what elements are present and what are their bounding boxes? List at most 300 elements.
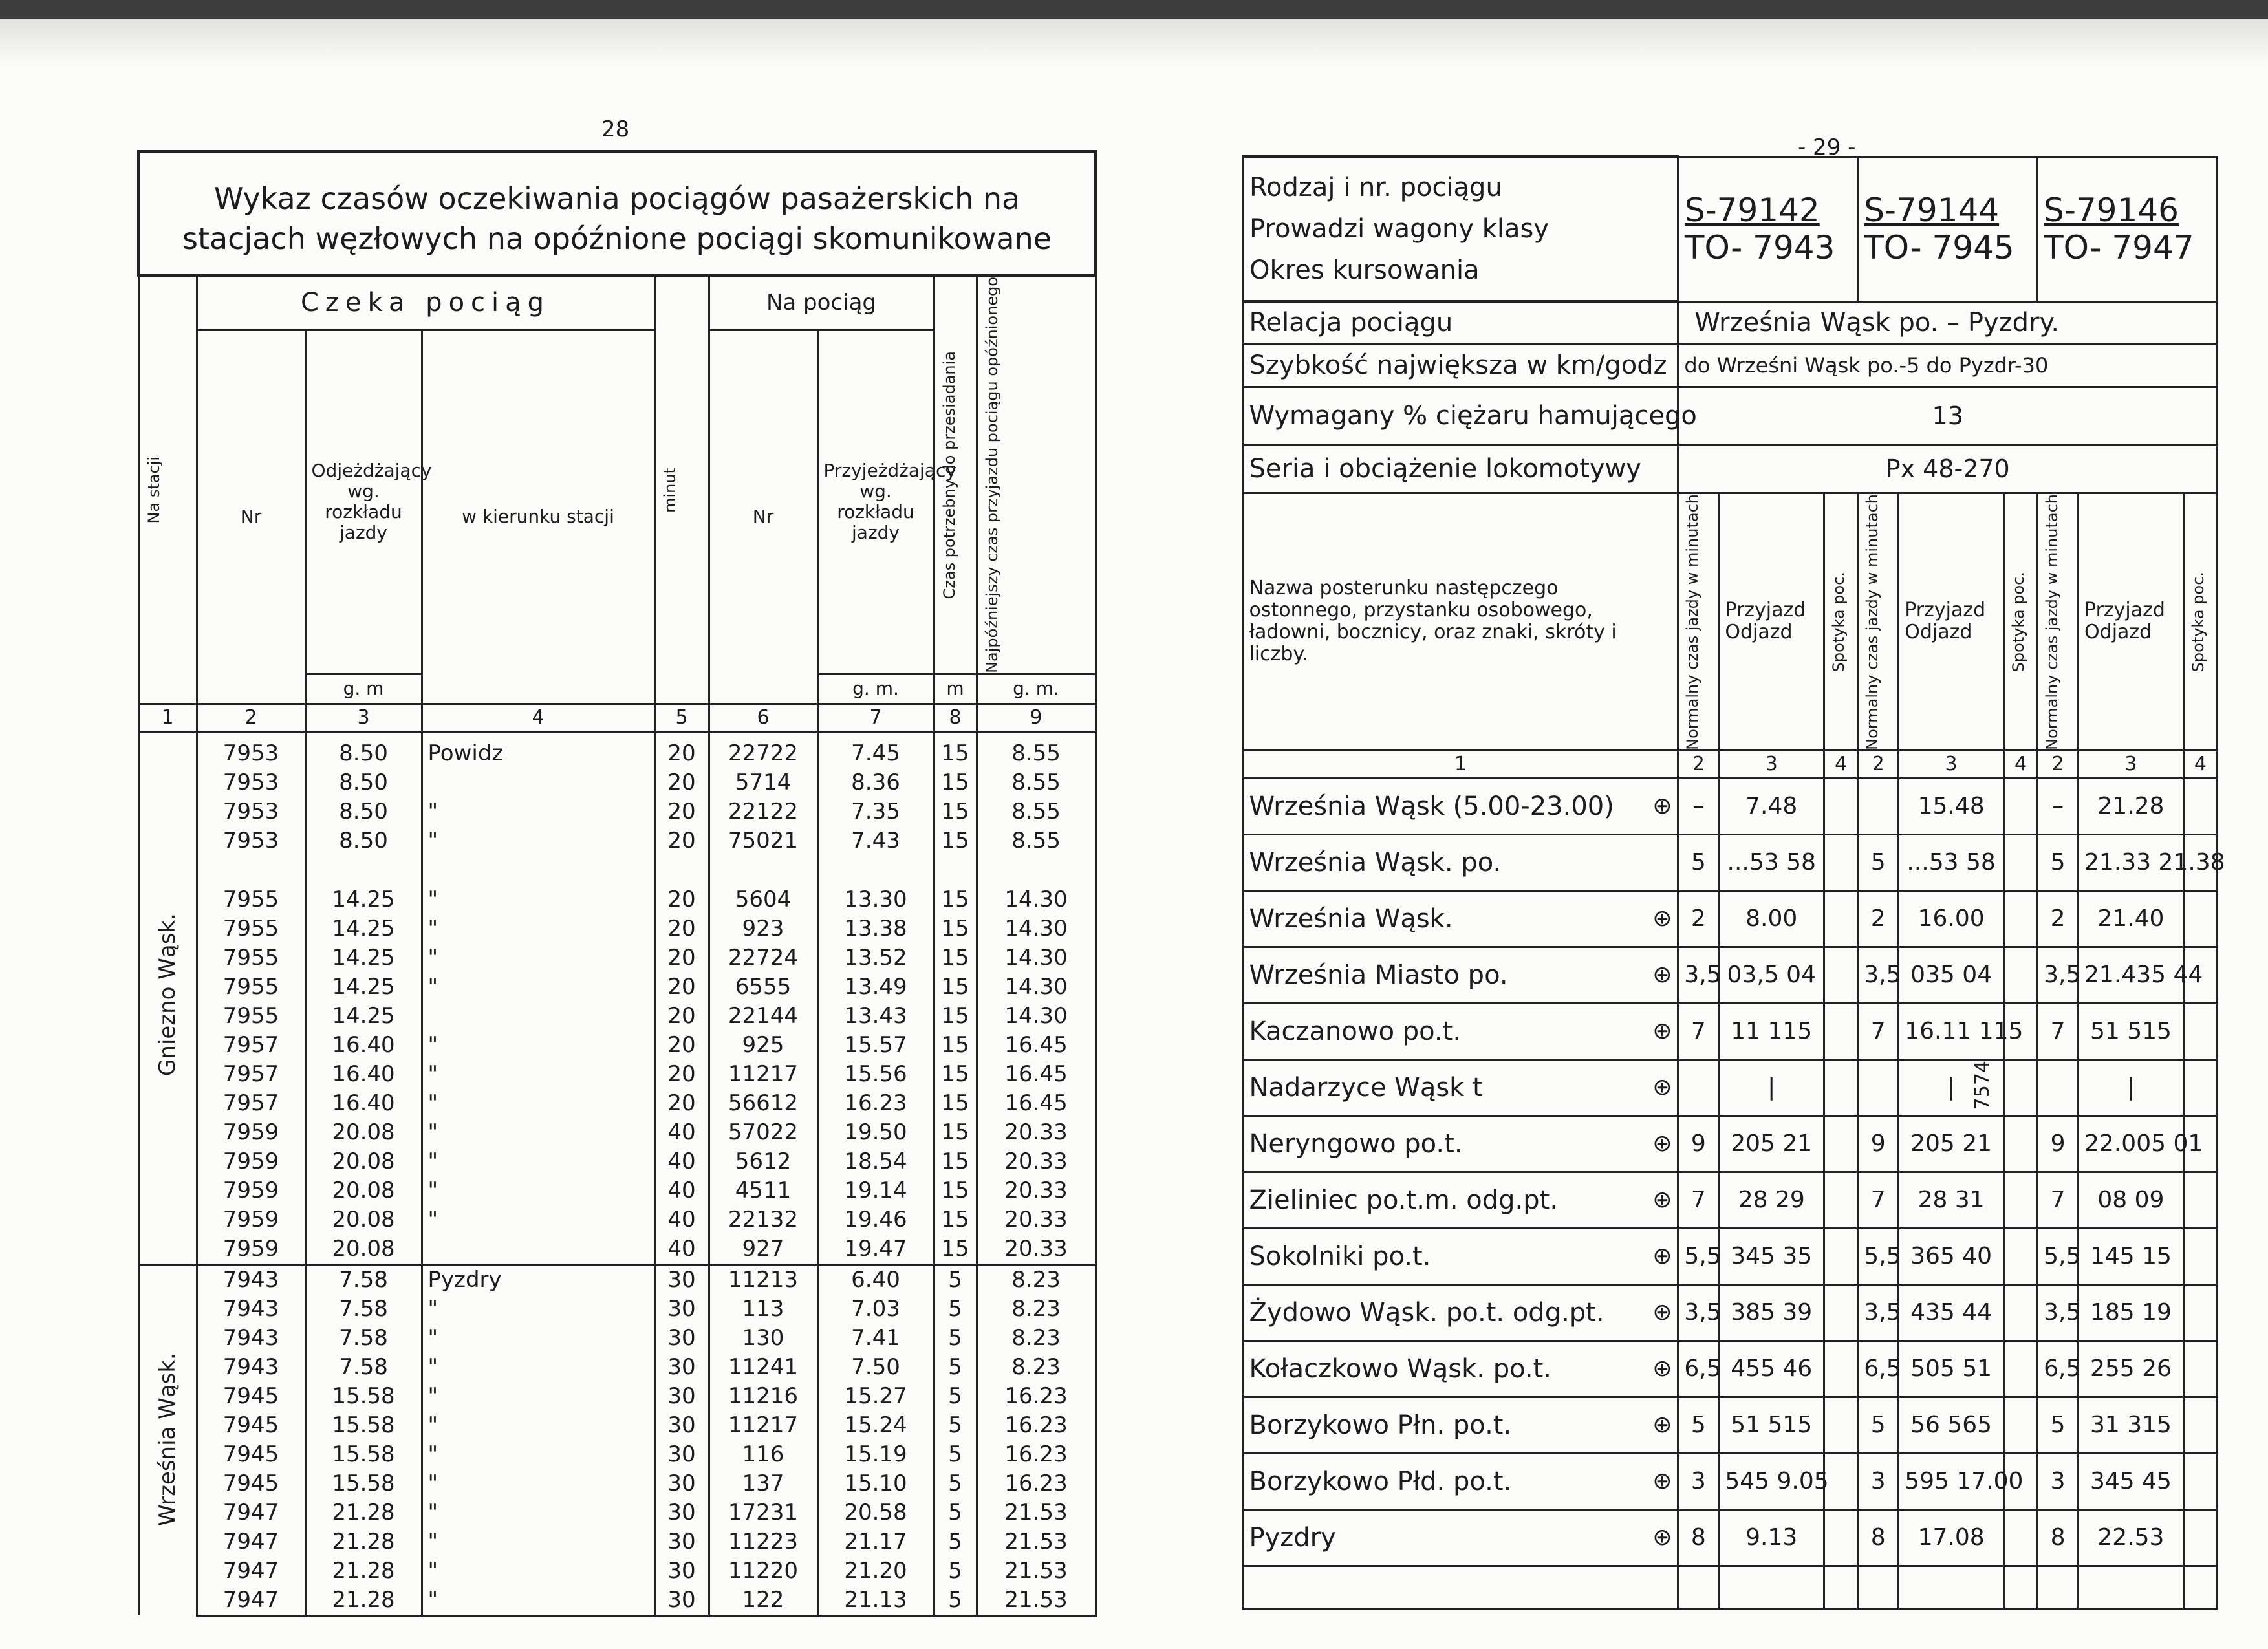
table-cell: 7957 bbox=[197, 1031, 305, 1060]
table-row bbox=[138, 826, 1096, 856]
station-name bbox=[1243, 1229, 1678, 1285]
table-cell: 7943 bbox=[197, 1324, 305, 1353]
table-row bbox=[138, 1557, 1096, 1586]
timetable-cell: 5 bbox=[2038, 835, 2079, 891]
table-cell: " bbox=[422, 1382, 654, 1411]
timetable-cell: 6,5 bbox=[1678, 1341, 1719, 1397]
timetable-cell: 3,5 bbox=[1678, 1285, 1719, 1341]
table-cell: 18.54 bbox=[817, 1147, 934, 1176]
table-cell: 5 bbox=[934, 1557, 977, 1586]
table-cell: " bbox=[422, 1469, 654, 1498]
table-cell: 15.58 bbox=[305, 1382, 422, 1411]
timetable-cell: 7 bbox=[2038, 1172, 2079, 1229]
table-cell: 30 bbox=[654, 1557, 709, 1586]
timetable-cell: 21.33 21.38 bbox=[2079, 835, 2184, 891]
timetable-cell bbox=[1858, 779, 1899, 835]
train-labels: Rodzaj i nr. pociągu Prowadzi wagony klasy Okres kursowania bbox=[1243, 156, 1678, 301]
table-cell: 21.28 bbox=[305, 1498, 422, 1527]
table-cell: 15 bbox=[934, 973, 977, 1002]
timetable-cell: 16.11 115 bbox=[1899, 1004, 2004, 1060]
table-cell: 5 bbox=[934, 1382, 977, 1411]
station-group: Gniezno Wąsk. bbox=[138, 731, 197, 1264]
table-cell: 21.20 bbox=[817, 1557, 934, 1586]
table-cell: 5 bbox=[934, 1586, 977, 1616]
table-cell: " bbox=[422, 1176, 654, 1205]
header-arriving: Przyjeżdżający wg. rozkładu jazdy bbox=[817, 330, 934, 674]
timetable-cell bbox=[1824, 1397, 1858, 1454]
station-label: Nadarzyce Wąsk t bbox=[1249, 1073, 1483, 1103]
table-cell: 7945 bbox=[197, 1469, 305, 1498]
timetable-cell bbox=[1824, 891, 1858, 947]
timetable-cell: | bbox=[1719, 1060, 1824, 1116]
table-cell: 15.57 bbox=[817, 1031, 934, 1060]
timetable-cell: 455 46 bbox=[1719, 1341, 1824, 1397]
timetable-cell: 035 04 bbox=[1899, 947, 2004, 1004]
timetable-cell: 3 bbox=[1858, 1454, 1899, 1510]
table-cell: 8.55 bbox=[977, 797, 1096, 826]
table-cell: 7.45 bbox=[817, 731, 934, 768]
table-cell: 14.30 bbox=[977, 1002, 1096, 1031]
timetable-cell bbox=[2004, 1341, 2038, 1397]
table-cell: 22144 bbox=[709, 1002, 817, 1031]
table-cell: 11216 bbox=[709, 1382, 817, 1411]
table-cell: 14.30 bbox=[977, 856, 1096, 914]
timetable-cell: ...53 58 bbox=[1899, 835, 2004, 891]
table-row bbox=[138, 1586, 1096, 1616]
station-label: Sokolniki po.t. bbox=[1249, 1242, 1431, 1272]
table-cell: " bbox=[422, 1411, 654, 1440]
station-row bbox=[1243, 1397, 2218, 1454]
table-cell: 19.50 bbox=[817, 1118, 934, 1147]
station-label: Zieliniec po.t.m. odg.pt. bbox=[1249, 1185, 1559, 1216]
table-row bbox=[138, 1527, 1096, 1557]
table-cell: 56612 bbox=[709, 1089, 817, 1118]
timetable-cell bbox=[2004, 947, 2038, 1004]
table-cell: 927 bbox=[709, 1234, 817, 1265]
station-name bbox=[1243, 891, 1678, 947]
table-cell: 21.17 bbox=[817, 1527, 934, 1557]
table-cell: 925 bbox=[709, 1031, 817, 1060]
station-name bbox=[1243, 1004, 1678, 1060]
timetable-cell bbox=[1824, 1510, 1858, 1566]
header-nr: Nr bbox=[197, 330, 305, 704]
timetable-cell bbox=[1824, 779, 1858, 835]
table-cell: " bbox=[422, 914, 654, 943]
table-cell bbox=[422, 1002, 654, 1031]
timetable-cell bbox=[1824, 1285, 1858, 1341]
table-cell: 11217 bbox=[709, 1060, 817, 1089]
station-name bbox=[1243, 1172, 1678, 1229]
column-numbers: 1 2 3 4 5 6 7 8 9 bbox=[138, 704, 1096, 731]
station-symbol-icon: ⊕ bbox=[1652, 962, 1672, 989]
table-cell: 7953 bbox=[197, 768, 305, 797]
table-cell: 7.41 bbox=[817, 1324, 934, 1353]
table-cell: 30 bbox=[654, 1382, 709, 1411]
timetable-cell bbox=[2183, 1397, 2217, 1454]
table-cell: 7943 bbox=[197, 1353, 305, 1382]
table-cell: 21.28 bbox=[305, 1527, 422, 1557]
timetable-cell: 15.48 bbox=[1899, 779, 2004, 835]
table-cell: 7959 bbox=[197, 1118, 305, 1147]
timetable-cell bbox=[1824, 1341, 1858, 1397]
table-cell: 40 bbox=[654, 1234, 709, 1265]
table-cell: " bbox=[422, 1324, 654, 1353]
table-cell: 137 bbox=[709, 1469, 817, 1498]
train-2: S-79144 TO- 7945 bbox=[1858, 156, 2038, 301]
timetable-cell bbox=[2004, 779, 2038, 835]
timetable-cell: 8.00 bbox=[1719, 891, 1824, 947]
timetable-cell: 28 29 bbox=[1719, 1172, 1824, 1229]
table-cell: 20 bbox=[654, 731, 709, 768]
table-cell: 8.36 bbox=[817, 768, 934, 797]
table-row bbox=[138, 1060, 1096, 1089]
timetable-cell: 7.48 bbox=[1719, 779, 1824, 835]
table-cell: 8.55 bbox=[977, 768, 1096, 797]
table-cell: 11213 bbox=[709, 1264, 817, 1295]
station-name bbox=[1243, 1116, 1678, 1172]
table-cell: 5 bbox=[934, 1440, 977, 1469]
station-row bbox=[1243, 1229, 2218, 1285]
timetable-cell: 3 bbox=[1678, 1454, 1719, 1510]
table-cell: 15 bbox=[934, 1002, 977, 1031]
timetable-cell: 3,5 bbox=[2038, 947, 2079, 1004]
header-normal-2: Normalny czas jazdy w minutach bbox=[1858, 493, 1899, 751]
timetable-cell: 6,5 bbox=[2038, 1341, 2079, 1397]
station-label: Kołaczkowo Wąsk. po.t. bbox=[1249, 1354, 1551, 1385]
table-row bbox=[138, 1031, 1096, 1060]
table-cell: 7945 bbox=[197, 1440, 305, 1469]
table-cell: 8.50 bbox=[305, 768, 422, 797]
table-cell: 7955 bbox=[197, 1002, 305, 1031]
table-cell: 116 bbox=[709, 1440, 817, 1469]
table-row bbox=[138, 1353, 1096, 1382]
table-row bbox=[138, 856, 1096, 914]
station-label: Września Wąsk. po. bbox=[1249, 848, 1502, 878]
timetable-cell bbox=[1824, 1116, 1858, 1172]
table-cell: 75021 bbox=[709, 826, 817, 856]
timetable-cell: 3,5 bbox=[2038, 1285, 2079, 1341]
table-cell: 20 bbox=[654, 1031, 709, 1060]
table-row bbox=[138, 1264, 1096, 1295]
table-cell: 20 bbox=[654, 1060, 709, 1089]
table-cell: 7.58 bbox=[305, 1264, 422, 1295]
timetable-cell: 56 565 bbox=[1899, 1397, 2004, 1454]
header-departing: Odjeżdżający wg. rozkładu jazdy bbox=[305, 330, 422, 674]
station-label: Borzykowo Płd. po.t. bbox=[1249, 1467, 1512, 1497]
table-cell: 16.23 bbox=[977, 1411, 1096, 1440]
table-cell: 7959 bbox=[197, 1176, 305, 1205]
timetable-cell: 28 31 bbox=[1899, 1172, 2004, 1229]
table-cell: 20 bbox=[654, 768, 709, 797]
header-cross-2: Spotyka poc. bbox=[2004, 493, 2038, 751]
timetable-cell: – bbox=[2038, 779, 2079, 835]
timetable-cell: 7 bbox=[1858, 1172, 1899, 1229]
table-cell: 20 bbox=[654, 1089, 709, 1118]
table-cell: 22722 bbox=[709, 731, 817, 768]
table-cell: 15.19 bbox=[817, 1440, 934, 1469]
timetable-cell: ...53 58 bbox=[1719, 835, 1824, 891]
station-row bbox=[1243, 1004, 2218, 1060]
table-cell: 21.53 bbox=[977, 1557, 1096, 1586]
timetable-cell: 7 bbox=[1678, 1172, 1719, 1229]
table-cell: 5 bbox=[934, 1498, 977, 1527]
label-loco: Seria i obciążenie lokomotywy bbox=[1243, 445, 1678, 493]
timetable-cell: 205 21 bbox=[1719, 1116, 1824, 1172]
table-cell: 8.50 bbox=[305, 731, 422, 768]
scan-shadow bbox=[0, 19, 2268, 65]
table-cell: 30 bbox=[654, 1498, 709, 1527]
table-cell: 7947 bbox=[197, 1527, 305, 1557]
station-symbol-icon: ⊕ bbox=[1652, 1524, 1672, 1551]
timetable-cell: 255 26 bbox=[2079, 1341, 2184, 1397]
timetable-cell: 9 bbox=[1678, 1116, 1719, 1172]
timetable-cell bbox=[2004, 1229, 2038, 1285]
station-label: Żydowo Wąsk. po.t. odg.pt. bbox=[1249, 1298, 1604, 1328]
timetable-cell: 345 45 bbox=[2079, 1454, 2184, 1510]
table-cell: 7955 bbox=[197, 856, 305, 914]
table-cell: 16.40 bbox=[305, 1060, 422, 1089]
table-cell: " bbox=[422, 1295, 654, 1324]
timetable-cell: 5 bbox=[1678, 835, 1719, 891]
table-cell: 15 bbox=[934, 731, 977, 768]
table-cell: 7945 bbox=[197, 1382, 305, 1411]
table-cell: 15 bbox=[934, 1118, 977, 1147]
table-cell: 20 bbox=[654, 797, 709, 826]
table-cell: 40 bbox=[654, 1205, 709, 1234]
table-cell: 15 bbox=[934, 1205, 977, 1234]
timetable-cell bbox=[2038, 1060, 2079, 1116]
table-cell: " bbox=[422, 973, 654, 1002]
table-cell: 13.49 bbox=[817, 973, 934, 1002]
table-cell: 7.58 bbox=[305, 1324, 422, 1353]
header-normal-1: Normalny czas jazdy w minutach bbox=[1678, 493, 1719, 751]
table-cell: 21.28 bbox=[305, 1586, 422, 1616]
station-symbol-icon: ⊕ bbox=[1652, 1468, 1672, 1495]
table-cell: 8.55 bbox=[977, 826, 1096, 856]
table-cell: 20.58 bbox=[817, 1498, 934, 1527]
table-cell: 17231 bbox=[709, 1498, 817, 1527]
table-row bbox=[138, 1440, 1096, 1469]
label-relation: Relacja pociągu bbox=[1243, 301, 1678, 344]
table-cell: 21.53 bbox=[977, 1586, 1096, 1616]
table-cell: 7945 bbox=[197, 1411, 305, 1440]
timetable-cell: 08 09 bbox=[2079, 1172, 2184, 1229]
timetable-cell bbox=[2183, 779, 2217, 835]
timetable-cell: 6,5 bbox=[1858, 1341, 1899, 1397]
timetable-cell: 03,5 04 bbox=[1719, 947, 1824, 1004]
table-row bbox=[138, 943, 1096, 973]
table-cell: 13.38 bbox=[817, 914, 934, 943]
table-cell: 7955 bbox=[197, 943, 305, 973]
station-name bbox=[1243, 835, 1678, 891]
timetable-cell: 505 51 bbox=[1899, 1341, 2004, 1397]
timetable-cell bbox=[2183, 1285, 2217, 1341]
timetable-cell: 51 515 bbox=[2079, 1004, 2184, 1060]
timetable-cell: 17.08 bbox=[1899, 1510, 2004, 1566]
table-cell: 20 bbox=[654, 914, 709, 943]
station-symbol-icon: ⊕ bbox=[1652, 1187, 1672, 1214]
station-symbol-icon: ⊕ bbox=[1652, 1412, 1672, 1439]
header-gm-9: g. m. bbox=[977, 674, 1096, 704]
timetable-cell: 2 bbox=[2038, 891, 2079, 947]
table-cell: 7959 bbox=[197, 1234, 305, 1265]
station-name bbox=[1243, 1341, 1678, 1397]
table-cell: 40 bbox=[654, 1147, 709, 1176]
table-cell: 15 bbox=[934, 1234, 977, 1265]
timetable-cell: 21.435 44 bbox=[2079, 947, 2184, 1004]
table-cell: 14.30 bbox=[977, 973, 1096, 1002]
table-cell: 14.25 bbox=[305, 1002, 422, 1031]
timetable-cell bbox=[2183, 1060, 2217, 1116]
timetable-cell: – bbox=[1678, 779, 1719, 835]
timetable-cell: 3 bbox=[2038, 1454, 2079, 1510]
station-symbol-icon: ⊕ bbox=[1652, 1130, 1672, 1158]
table-cell: 20 bbox=[654, 943, 709, 973]
header-station: Na stacji bbox=[138, 275, 197, 704]
station-label: Września Wąsk. bbox=[1249, 904, 1453, 934]
table-cell: 30 bbox=[654, 1527, 709, 1557]
table-cell: 15.58 bbox=[305, 1469, 422, 1498]
table-cell: " bbox=[422, 1031, 654, 1060]
timetable-cell bbox=[2004, 1397, 2038, 1454]
table-cell: 16.23 bbox=[977, 1469, 1096, 1498]
station-group: Września Wąsk. bbox=[138, 1264, 197, 1615]
table-cell: Pyzdry bbox=[422, 1264, 654, 1295]
table-cell: 20.33 bbox=[977, 1147, 1096, 1176]
table-cell: 7955 bbox=[197, 973, 305, 1002]
scan-top-edge bbox=[0, 0, 2268, 19]
timetable-cell bbox=[1678, 1060, 1719, 1116]
table-cell: 13.52 bbox=[817, 943, 934, 973]
table-row bbox=[138, 1176, 1096, 1205]
table-cell: 20 bbox=[654, 973, 709, 1002]
station-row bbox=[1243, 1060, 2218, 1116]
timetable-cell: 9 bbox=[1858, 1116, 1899, 1172]
timetable-cell: 8 bbox=[1858, 1510, 1899, 1566]
table-cell: 15.24 bbox=[817, 1411, 934, 1440]
timetable-cell: 5,5 bbox=[1858, 1229, 1899, 1285]
table-cell: 5 bbox=[934, 1469, 977, 1498]
table-cell: 7.58 bbox=[305, 1295, 422, 1324]
station-symbol-icon: ⊕ bbox=[1652, 793, 1672, 820]
table-cell: " bbox=[422, 1557, 654, 1586]
station-symbol-icon: ⊕ bbox=[1652, 1299, 1672, 1326]
table-cell: 7.58 bbox=[305, 1353, 422, 1382]
station-label: Pyzdry bbox=[1249, 1523, 1336, 1553]
station-row bbox=[1243, 1341, 2218, 1397]
timetable-cell bbox=[2004, 1285, 2038, 1341]
timetable-cell: 5 bbox=[1678, 1397, 1719, 1454]
table-row bbox=[138, 797, 1096, 826]
table-cell: " bbox=[422, 1527, 654, 1557]
table-cell: 11223 bbox=[709, 1527, 817, 1557]
table-row bbox=[138, 1411, 1096, 1440]
table-cell: " bbox=[422, 1353, 654, 1382]
station-name bbox=[1243, 1285, 1678, 1341]
table-cell: 15 bbox=[934, 1147, 977, 1176]
table-cell: 22724 bbox=[709, 943, 817, 973]
table-cell: 30 bbox=[654, 1469, 709, 1498]
header-cross-1: Spotyka poc. bbox=[1824, 493, 1858, 751]
station-symbol-icon: ⊕ bbox=[1652, 1355, 1672, 1383]
table-cell: 7959 bbox=[197, 1205, 305, 1234]
timetable-cell: 51 515 bbox=[1719, 1397, 1824, 1454]
table-cell: 5 bbox=[934, 1527, 977, 1557]
table-cell: " bbox=[422, 1060, 654, 1089]
table-cell: 13.43 bbox=[817, 1002, 934, 1031]
table-cell: 923 bbox=[709, 914, 817, 943]
timetable-cell: 22.53 bbox=[2079, 1510, 2184, 1566]
station-row bbox=[1243, 1454, 2218, 1510]
station-name bbox=[1243, 1397, 1678, 1454]
station-row bbox=[1243, 1116, 2218, 1172]
table-cell: 20.33 bbox=[977, 1205, 1096, 1234]
table-row bbox=[138, 1089, 1096, 1118]
table-cell: 16.23 bbox=[817, 1089, 934, 1118]
table-cell: 7.50 bbox=[817, 1353, 934, 1382]
timetable-cell: 5 bbox=[2038, 1397, 2079, 1454]
timetable-cell: 345 35 bbox=[1719, 1229, 1824, 1285]
table-cell: 21.53 bbox=[977, 1527, 1096, 1557]
timetable-cell bbox=[1824, 835, 1858, 891]
table-cell: 16.45 bbox=[977, 1089, 1096, 1118]
header-latest-arrival: Najpóźniejszy czas przyjazdu pociągu opóźnionego bbox=[977, 275, 1096, 674]
timetable-cell: 7 bbox=[2038, 1004, 2079, 1060]
header-for-train: Na pociąg bbox=[709, 275, 934, 330]
train-1: S-79142 TO- 7943 bbox=[1678, 156, 1858, 301]
station-label: Borzykowo Płn. po.t. bbox=[1249, 1410, 1512, 1441]
station-row bbox=[1243, 835, 2218, 891]
table-row bbox=[138, 1498, 1096, 1527]
header-normal-3: Normalny czas jazdy w minutach bbox=[2038, 493, 2079, 751]
station-symbol-icon: ⊕ bbox=[1652, 905, 1672, 932]
label-speed: Szybkość największa w km/godz bbox=[1243, 344, 1678, 387]
table-cell: 5604 bbox=[709, 856, 817, 914]
table-cell: 8.23 bbox=[977, 1324, 1096, 1353]
table-cell: " bbox=[422, 1147, 654, 1176]
timetable-cell bbox=[1824, 1060, 1858, 1116]
timetable-cell: 5,5 bbox=[2038, 1229, 2079, 1285]
table-cell: 22132 bbox=[709, 1205, 817, 1234]
timetable-cell bbox=[2183, 1510, 2217, 1566]
table-cell: 20.08 bbox=[305, 1147, 422, 1176]
station-row bbox=[1243, 947, 2218, 1004]
table-cell bbox=[422, 1234, 654, 1265]
timetable-cell: 145 15 bbox=[2079, 1229, 2184, 1285]
table-cell: " bbox=[422, 1118, 654, 1147]
table-cell: 20.33 bbox=[977, 1118, 1096, 1147]
table-cell: 14.25 bbox=[305, 973, 422, 1002]
table-cell: 16.40 bbox=[305, 1089, 422, 1118]
table-cell: 7.03 bbox=[817, 1295, 934, 1324]
table-row bbox=[138, 1295, 1096, 1324]
table-cell: 7955 bbox=[197, 914, 305, 943]
timetable-cell: | bbox=[2079, 1060, 2184, 1116]
table-cell: 7947 bbox=[197, 1557, 305, 1586]
timetable-cell: 3,5 bbox=[1858, 947, 1899, 1004]
table-row bbox=[138, 1002, 1096, 1031]
timetable-cell: 3,5 bbox=[1858, 1285, 1899, 1341]
timetable-cell bbox=[2183, 1454, 2217, 1510]
table-cell: 15 bbox=[934, 797, 977, 826]
timetable-cell: 595 17.00 bbox=[1899, 1454, 2004, 1510]
relation-value: Września Wąsk po. – Pyzdry. bbox=[1678, 301, 2218, 344]
table-cell: 7943 bbox=[197, 1264, 305, 1295]
table-cell: 15.56 bbox=[817, 1060, 934, 1089]
table-cell: 20 bbox=[654, 1002, 709, 1031]
timetable-cell: 3,5 bbox=[1678, 947, 1719, 1004]
timetable-cell: 8 bbox=[2038, 1510, 2079, 1566]
